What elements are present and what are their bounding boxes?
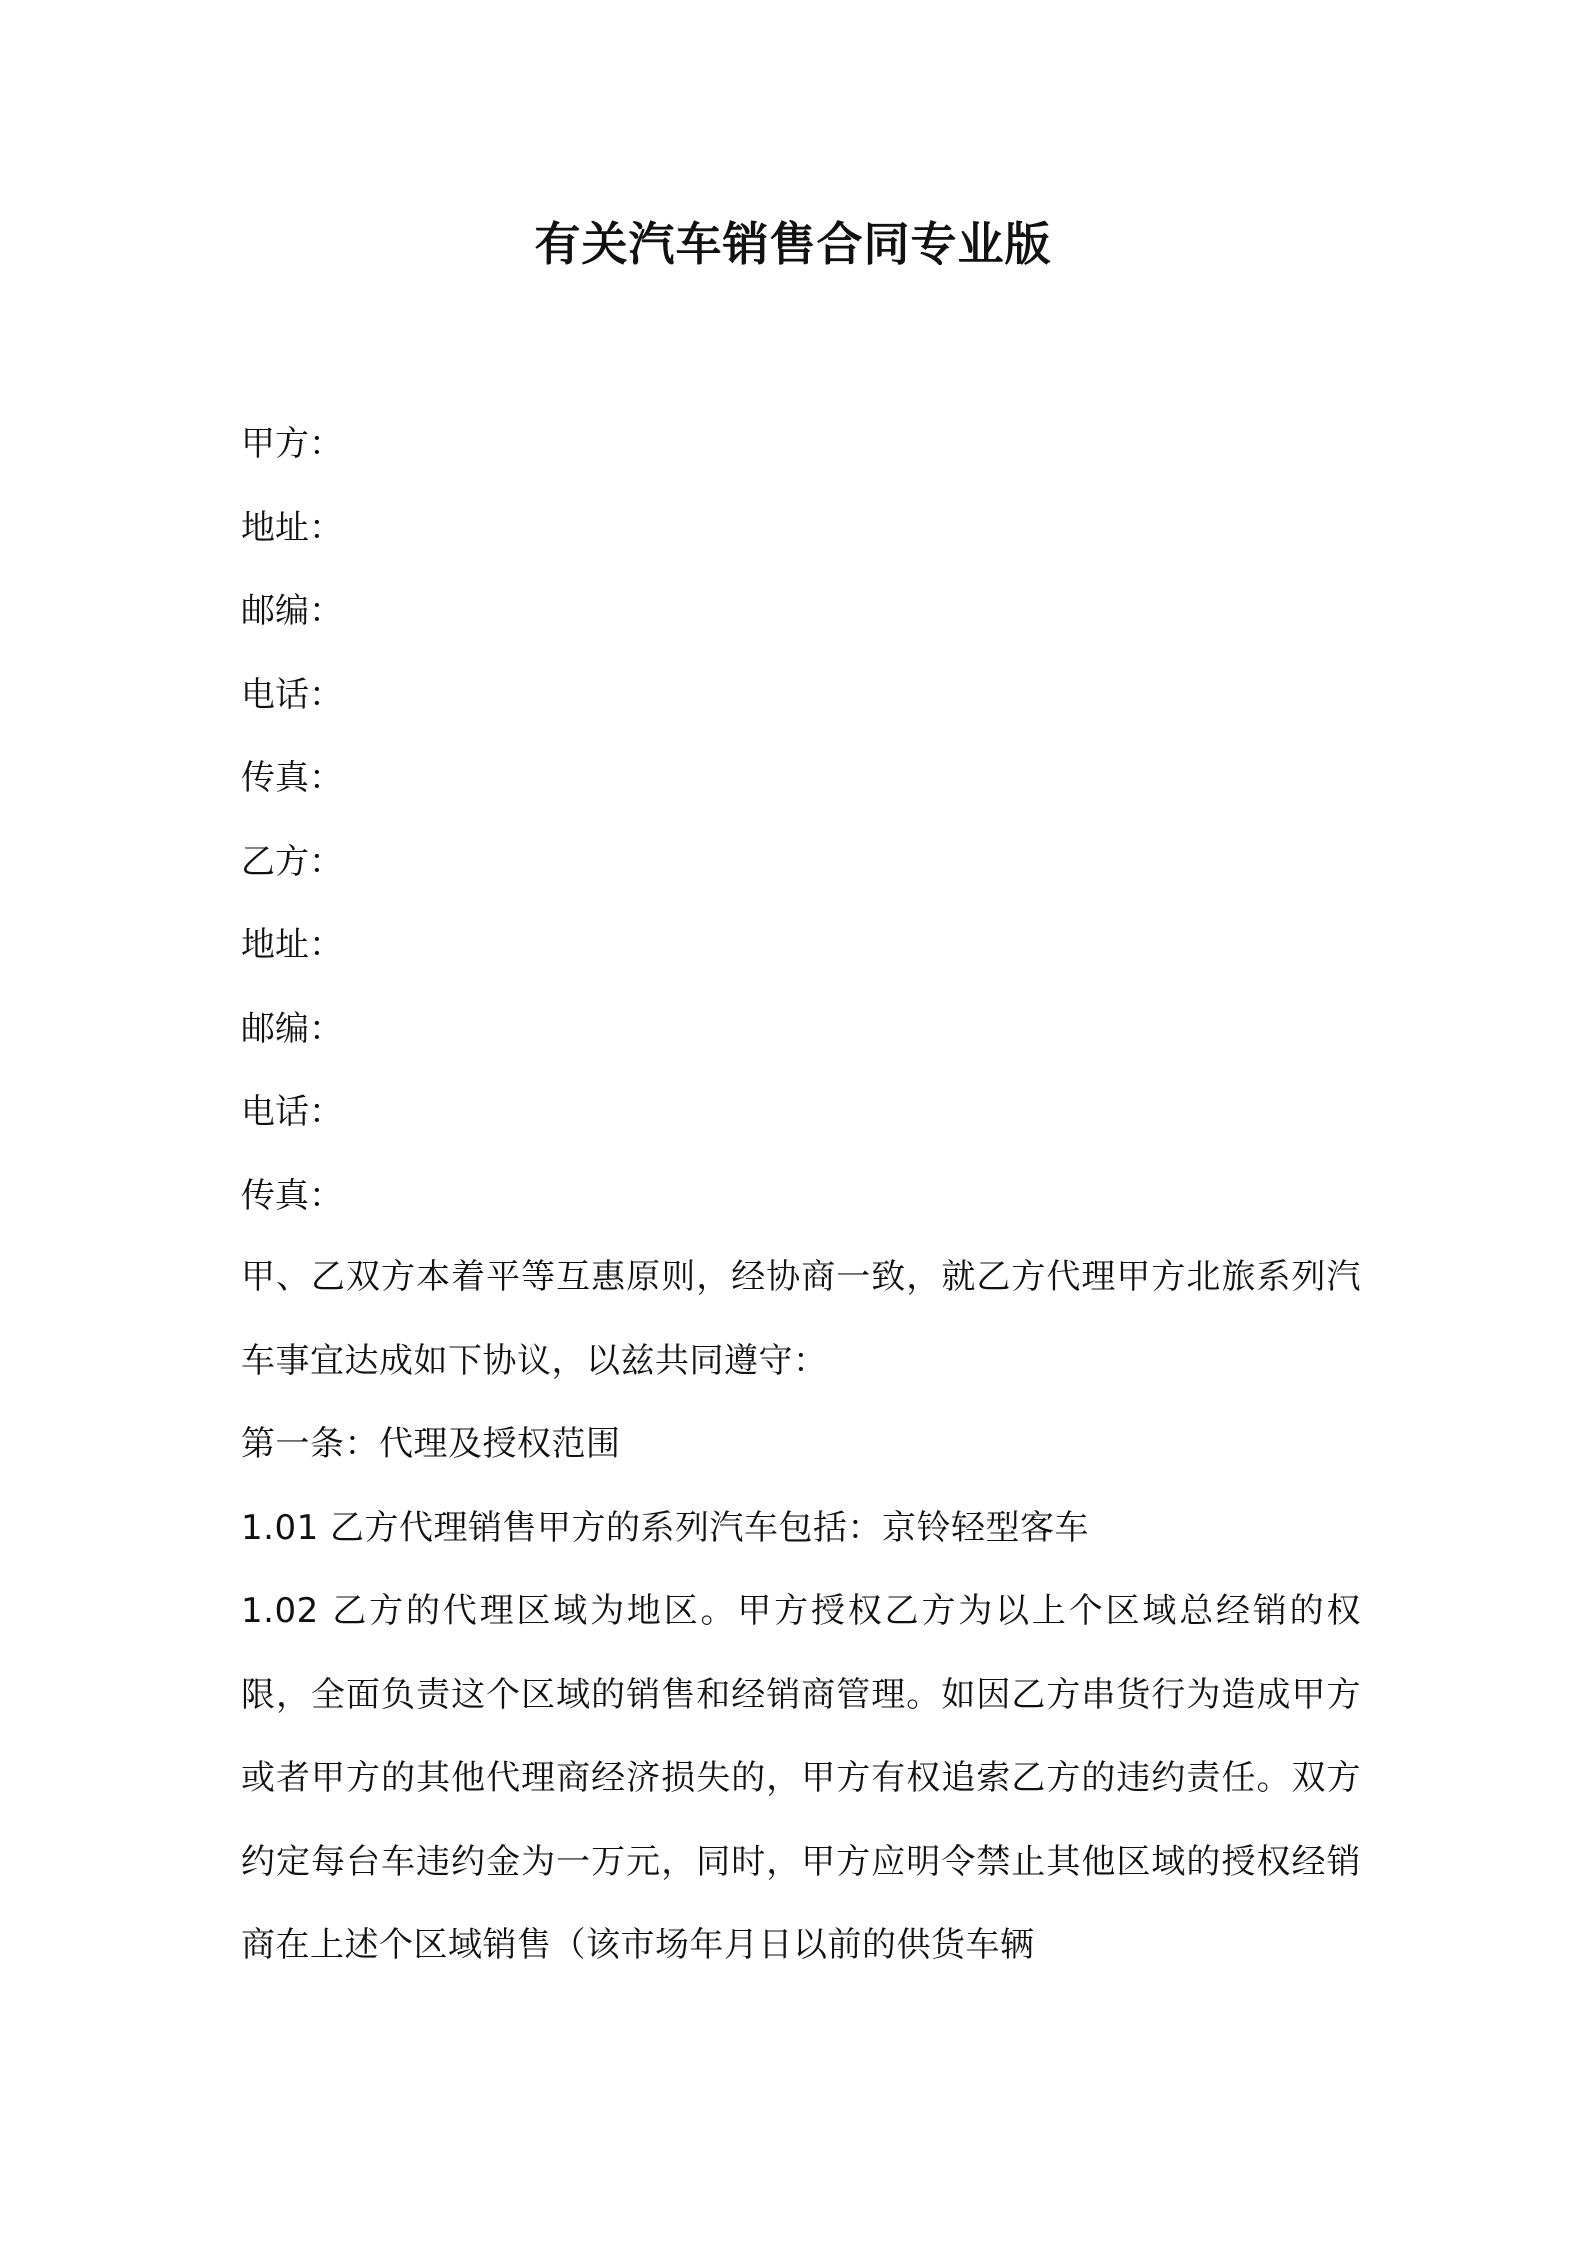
party-a-address-label: 地址： bbox=[241, 507, 343, 548]
document-title: 有关汽车销售合同专业版 bbox=[534, 217, 1052, 271]
party-b-address-label: 地址： bbox=[241, 925, 343, 965]
party-a-fax-label: 传真： bbox=[241, 758, 343, 798]
contract-body bbox=[241, 1236, 1361, 1988]
preamble-paragraph: 甲、乙双方本着平等互惠原则，经协商一致，就乙方代理甲方北旅系列汽车事宜达成如下协议，以兹共同遵守： bbox=[241, 1257, 1361, 1381]
party-a-label: 甲方： bbox=[241, 424, 343, 464]
party-a-postcode-label: 邮编： bbox=[241, 591, 343, 631]
party-info-list bbox=[241, 403, 1361, 1238]
clause-1-02: 1.02 乙方的代理区域为地区。甲方授权乙方为以上个区域总经销的权限，全面负责这个区域的销售和经销商管理。如因乙方串货行为造成甲方或者甲方的其他代理商经济损失的，甲方有权追索乙方的违约责任。双方约定每台车违约金为一万元，同时，甲方应明令禁止其他区域的授权经销商在上述个区域销售（该市场年月日以前的供货车辆 bbox=[241, 1591, 1361, 1965]
clause-1-01: 1.01 乙方代理销售甲方的系列汽车包括：京铃轻型客车 bbox=[241, 1507, 1090, 1548]
party-b-fax-label: 传真： bbox=[241, 1175, 343, 1216]
party-a-phone-label: 电话： bbox=[241, 674, 343, 715]
article-one-heading: 第一条：代理及授权范围 bbox=[241, 1424, 621, 1464]
party-b-label: 乙方： bbox=[241, 841, 343, 882]
party-b-postcode-label: 邮编： bbox=[241, 1008, 343, 1049]
party-b-phone-label: 电话： bbox=[241, 1092, 343, 1132]
